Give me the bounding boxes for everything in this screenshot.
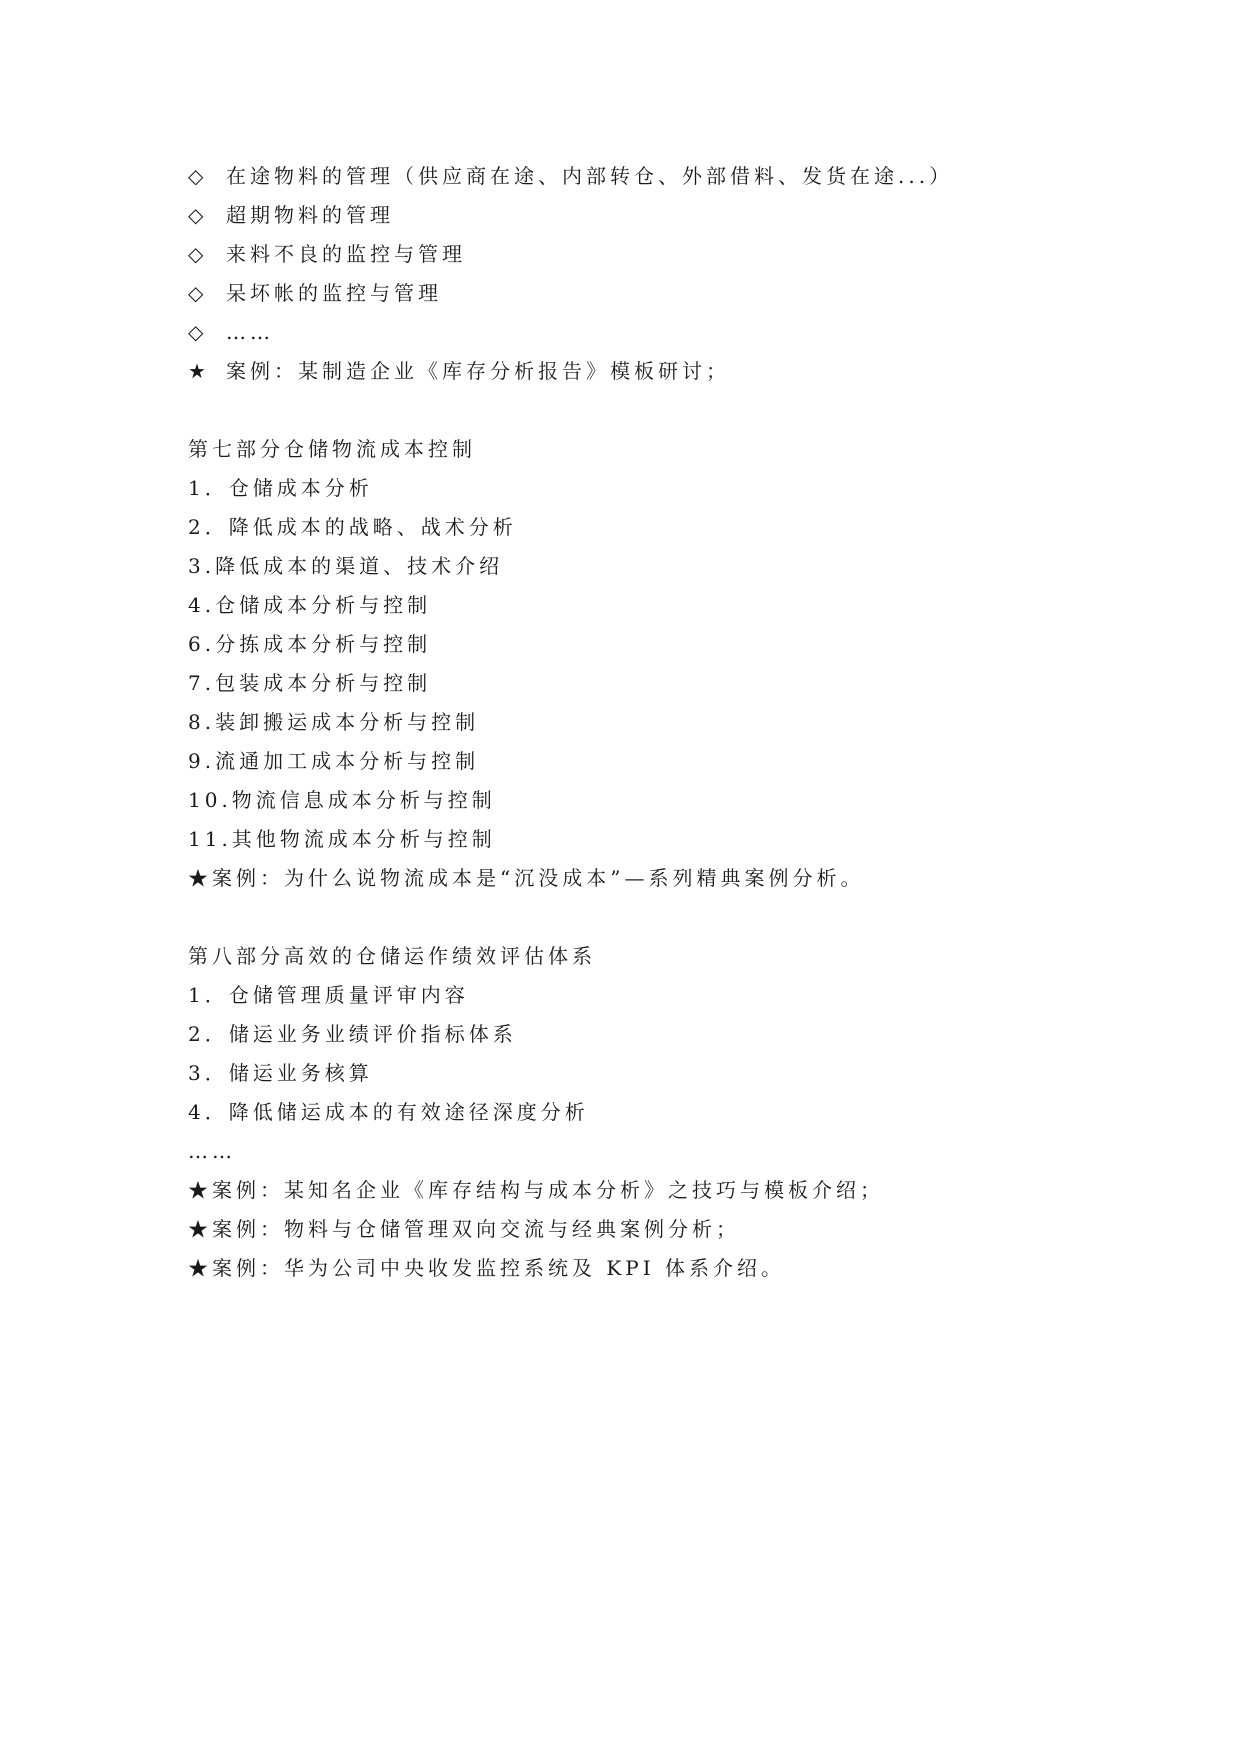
section6-list xyxy=(188,157,1108,391)
document-page xyxy=(188,157,1108,1288)
list-item: 6.分拣成本分析与控制 xyxy=(188,632,432,656)
list-item: 10.物流信息成本分析与控制 xyxy=(188,788,496,812)
spacer xyxy=(188,391,1108,430)
list-item: 2．降低成本的战略、战术分析 xyxy=(188,515,517,539)
case-item: ★案例：某知名企业《库存结构与成本分析》之技巧与模板介绍； xyxy=(188,1178,884,1202)
list-item: 9.流通加工成本分析与控制 xyxy=(188,749,480,773)
list-item: 8.装卸搬运成本分析与控制 xyxy=(188,710,480,734)
case-item: ★案例：为什么说物流成本是“沉没成本”—系列精典案例分析。 xyxy=(188,866,865,890)
section-title: 第七部分仓储物流成本控制 xyxy=(188,437,476,461)
list-item: 1．仓储成本分析 xyxy=(188,476,373,500)
list-item: 2．储运业务业绩评价指标体系 xyxy=(188,1022,517,1046)
diamond-icon: ◇ xyxy=(188,281,208,305)
diamond-icon: ◇ xyxy=(188,164,208,188)
diamond-icon: ◇ xyxy=(188,320,208,344)
list-item: 4.仓储成本分析与控制 xyxy=(188,593,432,617)
section-title: 第八部分高效的仓储运作绩效评估体系 xyxy=(188,944,596,968)
list-item: ◇ 超期物料的管理 xyxy=(188,196,1108,235)
list-item: ◇ 来料不良的监控与管理 xyxy=(188,235,1108,274)
list-item: 7.包装成本分析与控制 xyxy=(188,671,432,695)
list-item: 3.降低成本的渠道、技术介绍 xyxy=(188,554,504,578)
list-item: …… xyxy=(188,1139,236,1163)
section8 xyxy=(188,937,1108,1288)
case-item: ★案例：华为公司中央收发监控系统及 KPI 体系介绍。 xyxy=(188,1256,786,1280)
list-item: 4．降低储运成本的有效途径深度分析 xyxy=(188,1100,589,1124)
star-icon: ★ xyxy=(188,359,210,383)
list-item: ◇ 在途物料的管理（供应商在途、内部转仓、外部借料、发货在途...） xyxy=(188,157,1108,196)
case-item: ★案例：物料与仓储管理双向交流与经典案例分析； xyxy=(188,1217,740,1241)
list-item: 11.其他物流成本分析与控制 xyxy=(188,827,496,851)
diamond-icon: ◇ xyxy=(188,203,208,227)
case-item: ★ 案例：某制造企业《库存分析报告》模板研讨； xyxy=(188,352,1108,391)
spacer xyxy=(188,898,1108,937)
list-item: 1．仓储管理质量评审内容 xyxy=(188,983,469,1007)
list-item: ◇ …… xyxy=(188,313,1108,352)
diamond-icon: ◇ xyxy=(188,242,208,266)
list-item: 3．储运业务核算 xyxy=(188,1061,373,1085)
list-item: ◇ 呆坏帐的监控与管理 xyxy=(188,274,1108,313)
section7 xyxy=(188,430,1108,898)
